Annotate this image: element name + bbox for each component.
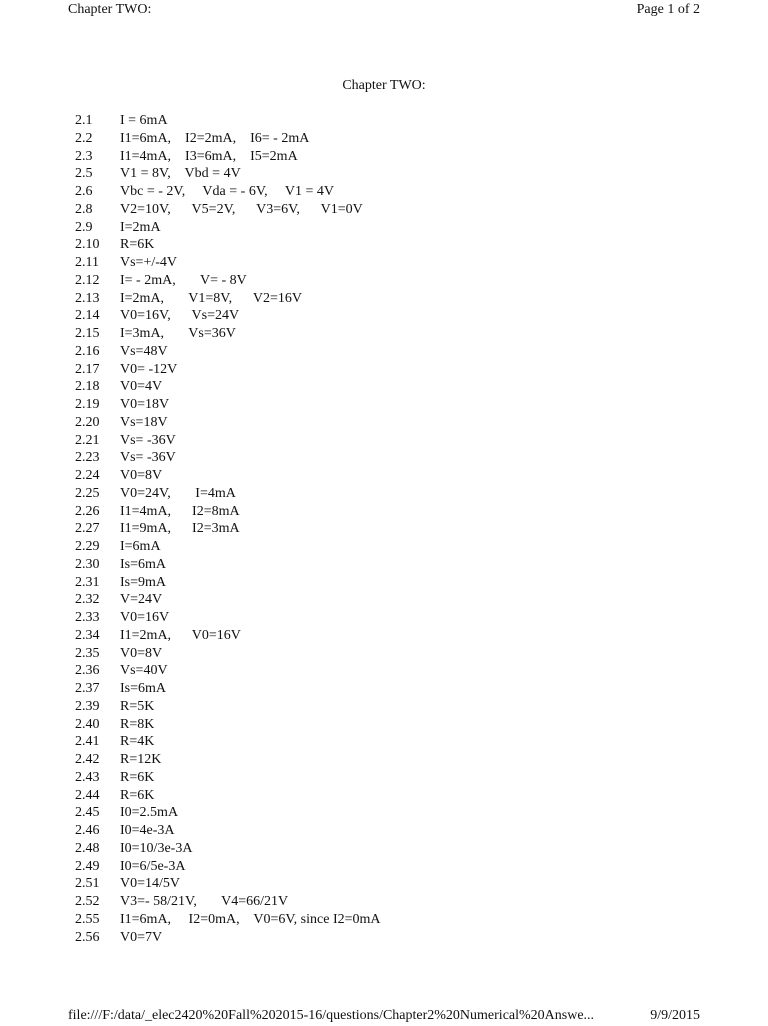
answer-row <box>75 201 381 219</box>
problem-number: 2.10 <box>75 237 100 253</box>
answer-text: I0=4e-3A <box>120 823 175 838</box>
footer-print-date: 9/9/2015 <box>650 1008 700 1023</box>
answer-row <box>75 343 381 361</box>
problem-number: 2.6 <box>75 184 93 199</box>
answer-row <box>75 325 381 343</box>
answer-row <box>75 556 381 574</box>
answer-text: I=3mA, Vs=36V <box>120 326 236 341</box>
answer-text: Vs=48V <box>120 343 168 359</box>
problem-number: 2.51 <box>75 876 100 892</box>
print-header <box>68 0 700 20</box>
answer-text: Vs= -36V <box>120 432 176 448</box>
print-footer <box>68 1006 700 1026</box>
answer-text: V0=16V, Vs=24V <box>120 308 240 324</box>
document-title: Chapter TWO: <box>342 78 426 93</box>
answer-text: I0=6/5e-3A <box>120 858 186 874</box>
problem-number: 2.1 <box>75 113 93 128</box>
answer-row <box>75 485 381 503</box>
problem-number: 2.29 <box>75 539 100 554</box>
answers-list <box>75 112 381 946</box>
answer-row <box>75 432 381 450</box>
problem-number: 2.14 <box>75 308 100 324</box>
answer-text: Vs= -36V <box>120 450 176 466</box>
header-chapter-label: Chapter TWO: <box>68 2 152 17</box>
answer-text: V0=8V <box>120 645 163 661</box>
answer-text: V0=18V <box>120 397 170 412</box>
answer-text: R=4K <box>120 734 155 750</box>
answer-row <box>75 662 381 680</box>
problem-number: 2.24 <box>75 468 100 483</box>
problem-number: 2.17 <box>75 361 100 377</box>
problem-number: 2.46 <box>75 823 100 838</box>
answer-row <box>75 183 381 201</box>
answer-text: Is=6mA <box>120 556 167 572</box>
answer-row <box>75 698 381 716</box>
problem-number: 2.3 <box>75 148 93 164</box>
problem-number: 2.23 <box>75 450 100 466</box>
answer-row <box>75 893 381 911</box>
answer-text: V2=10V, V5=2V, V3=6V, V1=0V <box>120 201 363 217</box>
problem-number: 2.11 <box>75 255 99 270</box>
answer-row <box>75 769 381 787</box>
answer-text: Is=6mA <box>120 681 167 696</box>
answer-row <box>75 787 381 805</box>
problem-number: 2.33 <box>75 610 100 625</box>
answer-row <box>75 307 381 325</box>
answer-row <box>75 467 381 485</box>
problem-number: 2.18 <box>75 379 100 395</box>
answer-row <box>75 361 381 379</box>
answer-row <box>75 733 381 751</box>
answer-row <box>75 538 381 556</box>
answer-row <box>75 236 381 254</box>
answer-text: I1=4mA, I2=8mA <box>120 503 240 519</box>
answer-row <box>75 272 381 290</box>
answer-row <box>75 165 381 183</box>
answer-text: V0=14/5V <box>120 876 181 892</box>
problem-number: 2.37 <box>75 681 100 696</box>
problem-number: 2.40 <box>75 716 100 732</box>
answer-row <box>75 751 381 769</box>
problem-number: 2.36 <box>75 663 100 679</box>
answer-text: V3=- 58/21V, V4=66/21V <box>120 894 289 909</box>
answer-text: I1=2mA, V0=16V <box>120 627 241 643</box>
problem-number: 2.27 <box>75 521 100 537</box>
problem-number: 2.45 <box>75 805 100 821</box>
answer-text: V0=16V <box>120 610 170 625</box>
answer-row <box>75 520 381 538</box>
answer-text: R=6K <box>120 237 155 253</box>
problem-number: 2.25 <box>75 485 100 501</box>
answer-text: I=2mA, V1=8V, V2=16V <box>120 290 302 306</box>
answer-row <box>75 680 381 698</box>
answer-row <box>75 609 381 627</box>
answer-text: V0=7V <box>120 929 163 945</box>
answer-row <box>75 290 381 308</box>
problem-number: 2.21 <box>75 432 100 448</box>
answer-text: I1=4mA, I3=6mA, I5=2mA <box>120 148 298 164</box>
problem-number: 2.5 <box>75 166 93 182</box>
problem-number: 2.15 <box>75 326 100 341</box>
problem-number: 2.20 <box>75 414 100 430</box>
answer-text: Vs=18V <box>120 414 168 430</box>
problem-number: 2.16 <box>75 343 100 359</box>
answer-row <box>75 645 381 663</box>
answer-row <box>75 414 381 432</box>
answer-row <box>75 804 381 822</box>
problem-number: 2.55 <box>75 911 100 927</box>
problem-number: 2.52 <box>75 894 100 909</box>
problem-number: 2.49 <box>75 858 100 874</box>
answer-row <box>75 591 381 609</box>
answer-text: V0=4V <box>120 379 163 395</box>
problem-number: 2.19 <box>75 397 100 412</box>
answer-row <box>75 396 381 414</box>
problem-number: 2.13 <box>75 290 100 306</box>
answer-text: R=12K <box>120 752 162 767</box>
answer-text: I1=6mA, I2=2mA, I6= - 2mA <box>120 130 310 146</box>
answer-text: Vs=+/-4V <box>120 255 178 270</box>
answer-text: I = 6mA <box>120 113 168 128</box>
answer-text: Vbc = - 2V, Vda = - 6V, V1 = 4V <box>120 184 334 199</box>
answer-row <box>75 254 381 272</box>
problem-number: 2.9 <box>75 219 93 235</box>
answer-text: I=2mA <box>120 219 161 235</box>
problem-number: 2.12 <box>75 272 100 288</box>
answer-text: I0=10/3e-3A <box>120 840 193 856</box>
answer-row <box>75 858 381 876</box>
answer-text: I1=9mA, I2=3mA <box>120 521 240 537</box>
answer-text: V0=8V <box>120 468 163 483</box>
problem-number: 2.2 <box>75 130 93 146</box>
footer-file-path: file:///F:/data/_elec2420%20Fall%202015-16/questions/Chapter2%20Numerical%20Answe... <box>68 1008 595 1023</box>
answer-text: I0=2.5mA <box>120 805 179 821</box>
problem-number: 2.41 <box>75 734 100 750</box>
answer-row <box>75 130 381 148</box>
answer-text: Is=9mA <box>120 574 167 590</box>
problem-number: 2.30 <box>75 556 100 572</box>
problem-number: 2.32 <box>75 592 100 608</box>
answer-row <box>75 840 381 858</box>
answer-row <box>75 378 381 396</box>
problem-number: 2.42 <box>75 752 100 767</box>
answer-text: R=6K <box>120 787 155 803</box>
answer-text: I=6mA <box>120 539 161 554</box>
answer-text: V0= -12V <box>120 361 178 377</box>
problem-number: 2.34 <box>75 627 100 643</box>
problem-number: 2.43 <box>75 769 100 785</box>
answer-text: R=5K <box>120 698 155 714</box>
answer-row <box>75 503 381 521</box>
answer-row <box>75 449 381 467</box>
answer-row <box>75 112 381 130</box>
answer-row <box>75 911 381 929</box>
answer-text: R=6K <box>120 769 155 785</box>
answer-row <box>75 716 381 734</box>
answer-row <box>75 219 381 237</box>
answer-row <box>75 574 381 592</box>
problem-number: 2.56 <box>75 929 100 945</box>
header-page-number: Page 1 of 2 <box>636 2 700 17</box>
answer-text: V0=24V, I=4mA <box>120 485 236 501</box>
answer-row <box>75 627 381 645</box>
answer-row <box>75 822 381 840</box>
problem-number: 2.44 <box>75 787 100 803</box>
answer-text: I= - 2mA, V= - 8V <box>120 272 247 288</box>
answer-row <box>75 148 381 166</box>
problem-number: 2.26 <box>75 503 100 519</box>
answer-text: I1=6mA, I2=0mA, V0=6V, since I2=0mA <box>120 911 381 927</box>
answer-row <box>75 929 381 947</box>
problem-number: 2.8 <box>75 201 93 217</box>
answer-text: Vs=40V <box>120 663 168 679</box>
problem-number: 2.31 <box>75 574 100 590</box>
problem-number: 2.35 <box>75 645 100 661</box>
problem-number: 2.48 <box>75 840 100 856</box>
answer-row <box>75 875 381 893</box>
answer-text: R=8K <box>120 716 155 732</box>
answer-text: V=24V <box>120 592 163 608</box>
problem-number: 2.39 <box>75 698 100 714</box>
answer-text: V1 = 8V, Vbd = 4V <box>120 166 241 182</box>
